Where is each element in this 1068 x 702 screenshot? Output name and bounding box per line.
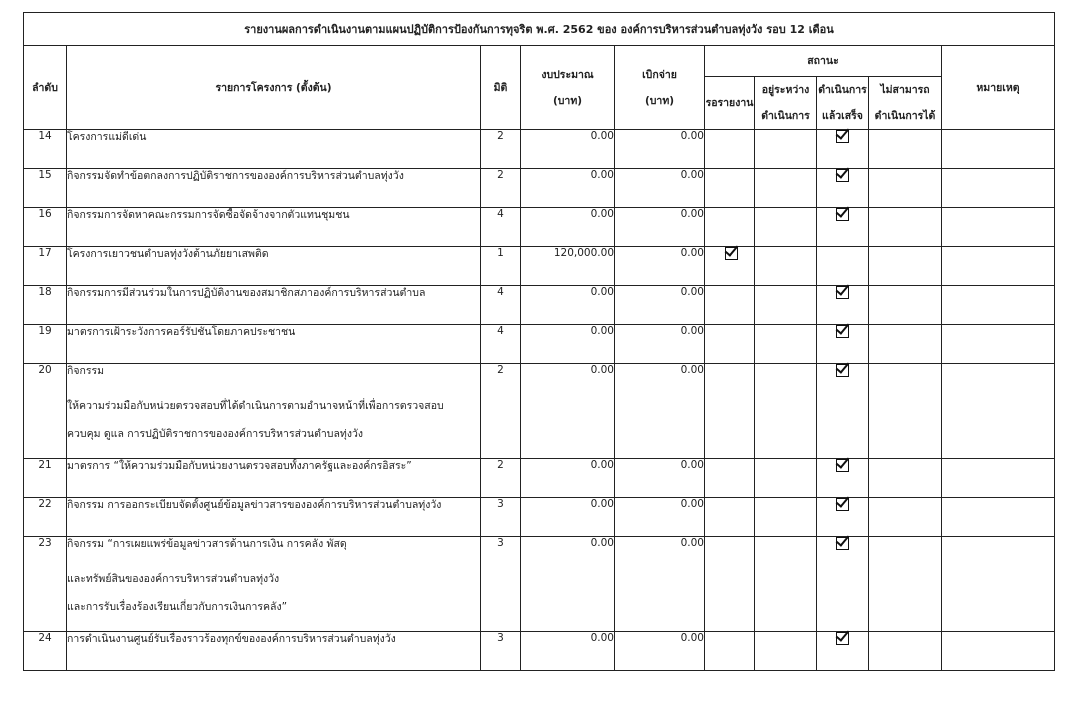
- disbursed-value: 0.00: [615, 498, 705, 537]
- header-budget-line2: (บาท): [552, 94, 583, 107]
- table-row: [24, 247, 1055, 286]
- header-disbursed-line1: เบิกจ่าย: [642, 68, 677, 81]
- status-cell-waiting: [705, 325, 755, 364]
- disbursed-value: 0.00: [615, 632, 705, 671]
- disbursed-value: 0.00: [615, 208, 705, 247]
- status-cell-done: [817, 247, 869, 286]
- status-cell-unable: [869, 208, 942, 247]
- header-in-progress-line1: อยู่ระหว่าง: [761, 84, 810, 96]
- checkbox-checked-icon: [836, 130, 849, 143]
- header-order: ลำดับ: [24, 46, 67, 130]
- row-number: 14: [24, 130, 67, 169]
- checkbox-checked-icon: [725, 247, 738, 260]
- status-cell-waiting: [705, 208, 755, 247]
- status-cell-unable: [869, 364, 942, 459]
- status-cell-in-progress: [755, 498, 817, 537]
- table-row: [24, 169, 1055, 208]
- project-name: [67, 325, 481, 364]
- project-name-line: กิจกรรมการจัดหาคณะกรรมการจัดซื้อจัดจ้างจากตัวแทนชุมชน: [67, 209, 350, 221]
- status-cell-in-progress: [755, 325, 817, 364]
- project-name: [67, 632, 481, 671]
- disbursed-value: 0.00: [615, 130, 705, 169]
- dimension-value: 4: [481, 208, 521, 247]
- header-status-unable: [869, 77, 942, 130]
- status-cell-unable: [869, 286, 942, 325]
- status-cell-done: [817, 169, 869, 208]
- budget-value: 0.00: [521, 169, 615, 208]
- status-cell-done: [817, 286, 869, 325]
- table-row: [24, 537, 1055, 632]
- remark-cell: [942, 208, 1055, 247]
- table-row: [24, 632, 1055, 671]
- disbursed-value: 0.00: [615, 286, 705, 325]
- status-cell-unable: [869, 247, 942, 286]
- project-name: [67, 247, 481, 286]
- status-cell-waiting: [705, 459, 755, 498]
- row-number: 22: [24, 498, 67, 537]
- row-number: 18: [24, 286, 67, 325]
- table-row: [24, 130, 1055, 169]
- status-cell-done: [817, 459, 869, 498]
- header-status-waiting: รอรายงาน: [705, 77, 755, 130]
- status-cell-waiting: [705, 537, 755, 632]
- budget-value: 0.00: [521, 364, 615, 459]
- project-name-line: โครงการเยาวชนตำบลทุ่งวังต้านภัยยาเสพติด: [67, 248, 269, 260]
- status-cell-in-progress: [755, 130, 817, 169]
- project-name-line: ให้ความร่วมมือกับหน่วยตรวจสอบที่ได้ดำเนินการตามอำนาจหน้าที่เพื่อการตรวจสอบ: [67, 400, 444, 412]
- remark-cell: [942, 247, 1055, 286]
- project-name: [67, 130, 481, 169]
- header-status: สถานะ: [705, 46, 942, 77]
- project-name-line: และทรัพย์สินขององค์การบริหารส่วนตำบลทุ่งวัง: [67, 573, 280, 585]
- status-cell-in-progress: [755, 169, 817, 208]
- status-cell-waiting: [705, 130, 755, 169]
- project-name-line: กิจกรรมการมีส่วนร่วมในการปฏิบัติงานของสมาชิกสภาองค์การบริหารส่วนตำบล: [67, 287, 426, 299]
- dimension-value: 3: [481, 632, 521, 671]
- remark-cell: [942, 325, 1055, 364]
- dimension-value: 2: [481, 459, 521, 498]
- checkbox-checked-icon: [836, 459, 849, 472]
- remark-cell: [942, 286, 1055, 325]
- dimension-value: 4: [481, 286, 521, 325]
- project-name-line: การดำเนินงานศูนย์รับเรื่องราวร้องทุกข์ขององค์การบริหารส่วนตำบลทุ่งวัง: [67, 633, 396, 645]
- header-done-line1: ดำเนินการ: [818, 84, 867, 96]
- project-name-line: และการรับเรื่องร้องเรียนเกี่ยวกับการเงินการคลัง”: [67, 601, 288, 613]
- status-cell-in-progress: [755, 247, 817, 286]
- header-status-in-progress: [755, 77, 817, 130]
- project-name-line: โครงการแม่ดีเด่น: [67, 131, 147, 143]
- dimension-value: 1: [481, 247, 521, 286]
- row-number: 23: [24, 537, 67, 632]
- status-cell-waiting: [705, 632, 755, 671]
- remark-cell: [942, 169, 1055, 208]
- header-disbursed-line2: (บาท): [644, 94, 675, 107]
- checkbox-checked-icon: [836, 537, 849, 550]
- header-done-line2: แล้วเสร็จ: [822, 110, 863, 122]
- status-cell-in-progress: [755, 537, 817, 632]
- status-cell-in-progress: [755, 286, 817, 325]
- header-status-done: [817, 77, 869, 130]
- remark-cell: [942, 459, 1055, 498]
- dimension-value: 4: [481, 325, 521, 364]
- header-in-progress-line2: ดำเนินการ: [761, 110, 810, 122]
- header-project: รายการโครงการ (ตั้งต้น): [67, 46, 481, 130]
- budget-value: 0.00: [521, 130, 615, 169]
- checkbox-checked-icon: [836, 364, 849, 377]
- project-name: [67, 364, 481, 459]
- report-title: รายงานผลการดำเนินงานตามแผนปฏิบัติการป้องกันการทุจริต พ.ศ. 2562 ของ องค์การบริหารส่วนตำบลทุ่งวัง รอบ 12 เดือน: [24, 13, 1055, 46]
- row-number: 15: [24, 169, 67, 208]
- budget-value: 0.00: [521, 286, 615, 325]
- status-cell-in-progress: [755, 632, 817, 671]
- project-name: [67, 459, 481, 498]
- status-cell-done: [817, 208, 869, 247]
- project-name-line: กิจกรรม การออกระเบียบจัดตั้งศูนย์ข้อมูลข่าวสารขององค์การบริหารส่วนตำบลทุ่งวัง: [67, 499, 442, 511]
- dimension-value: 2: [481, 364, 521, 459]
- dimension-value: 2: [481, 169, 521, 208]
- dimension-value: 3: [481, 498, 521, 537]
- checkbox-checked-icon: [836, 286, 849, 299]
- remark-cell: [942, 498, 1055, 537]
- table-row: [24, 459, 1055, 498]
- table-row: [24, 364, 1055, 459]
- status-cell-done: [817, 130, 869, 169]
- status-cell-done: [817, 325, 869, 364]
- budget-value: 0.00: [521, 208, 615, 247]
- table-row: [24, 325, 1055, 364]
- project-name-line: ควบคุม ดูแล การปฏิบัติราชการขององค์การบริหารส่วนตำบลทุ่งวัง: [67, 428, 363, 440]
- status-cell-done: [817, 364, 869, 459]
- header-remark: หมายเหตุ: [942, 46, 1055, 130]
- header-budget-line1: งบประมาณ: [541, 68, 594, 81]
- status-cell-unable: [869, 459, 942, 498]
- project-name: [67, 537, 481, 632]
- checkbox-checked-icon: [836, 632, 849, 645]
- status-cell-waiting: [705, 364, 755, 459]
- header-budget: [521, 46, 615, 130]
- status-cell-unable: [869, 325, 942, 364]
- row-number: 24: [24, 632, 67, 671]
- header-unable-line1: ไม่สามารถ: [880, 84, 930, 96]
- status-cell-in-progress: [755, 459, 817, 498]
- disbursed-value: 0.00: [615, 459, 705, 498]
- disbursed-value: 0.00: [615, 169, 705, 208]
- status-cell-unable: [869, 130, 942, 169]
- remark-cell: [942, 130, 1055, 169]
- remark-cell: [942, 364, 1055, 459]
- disbursed-value: 0.00: [615, 364, 705, 459]
- budget-value: 120,000.00: [521, 247, 615, 286]
- status-cell-unable: [869, 537, 942, 632]
- status-cell-unable: [869, 498, 942, 537]
- dimension-value: 2: [481, 130, 521, 169]
- project-name-line: กิจกรรม: [67, 365, 105, 377]
- disbursed-value: 0.00: [615, 325, 705, 364]
- project-name-line: มาตรการ “ให้ความร่วมมือกับหน่วยงานตรวจสอบทั้งภาครัฐและองค์กรอิสระ”: [67, 460, 412, 472]
- status-cell-done: [817, 537, 869, 632]
- dimension-value: 3: [481, 537, 521, 632]
- status-cell-waiting: [705, 498, 755, 537]
- status-cell-waiting: [705, 247, 755, 286]
- table-row: [24, 208, 1055, 247]
- budget-value: 0.00: [521, 632, 615, 671]
- project-name-line: มาตรการเฝ้าระวังการคอร์รัปชันโดยภาคประชาชน: [67, 326, 296, 338]
- status-cell-in-progress: [755, 364, 817, 459]
- header-dimension: มิติ: [481, 46, 521, 130]
- budget-value: 0.00: [521, 459, 615, 498]
- row-number: 16: [24, 208, 67, 247]
- project-name: [67, 286, 481, 325]
- header-unable-line2: ดำเนินการได้: [874, 110, 936, 122]
- status-cell-unable: [869, 632, 942, 671]
- checkbox-checked-icon: [836, 325, 849, 338]
- table-body: [24, 130, 1055, 671]
- project-name: [67, 208, 481, 247]
- checkbox-checked-icon: [836, 208, 849, 221]
- remark-cell: [942, 632, 1055, 671]
- row-number: 21: [24, 459, 67, 498]
- remark-cell: [942, 537, 1055, 632]
- checkbox-checked-icon: [836, 498, 849, 511]
- row-number: 17: [24, 247, 67, 286]
- table-row: [24, 498, 1055, 537]
- project-name-line: กิจกรรมจัดทำข้อตกลงการปฏิบัติราชการขององค์การบริหารส่วนตำบลทุ่งวัง: [67, 170, 404, 182]
- budget-value: 0.00: [521, 537, 615, 632]
- budget-value: 0.00: [521, 498, 615, 537]
- project-name: [67, 498, 481, 537]
- status-cell-in-progress: [755, 208, 817, 247]
- status-cell-unable: [869, 169, 942, 208]
- budget-value: 0.00: [521, 325, 615, 364]
- project-name-line: กิจกรรม “การเผยแพร่ข้อมูลข่าวสารด้านการเงิน การคลัง พัสดุ: [67, 538, 347, 550]
- checkbox-checked-icon: [836, 169, 849, 182]
- disbursed-value: 0.00: [615, 537, 705, 632]
- report-table: [23, 12, 1055, 671]
- header-disbursed: [615, 46, 705, 130]
- row-number: 20: [24, 364, 67, 459]
- table-row: [24, 286, 1055, 325]
- status-cell-waiting: [705, 286, 755, 325]
- status-cell-waiting: [705, 169, 755, 208]
- project-name: [67, 169, 481, 208]
- status-cell-done: [817, 498, 869, 537]
- disbursed-value: 0.00: [615, 247, 705, 286]
- row-number: 19: [24, 325, 67, 364]
- status-cell-done: [817, 632, 869, 671]
